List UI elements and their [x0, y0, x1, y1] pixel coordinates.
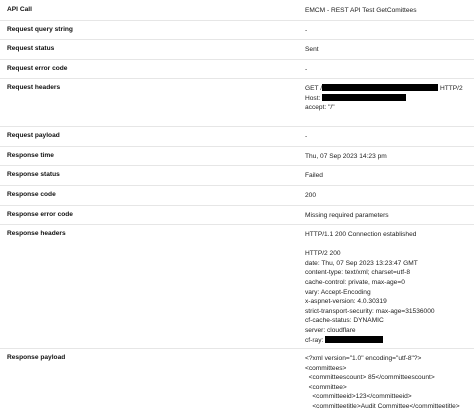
row-response-payload — [0, 348, 474, 412]
value-request-query-string: - — [305, 27, 308, 34]
row-api-call — [0, 0, 474, 21]
value-response-headers — [305, 230, 435, 345]
label-response-payload: Response payload — [7, 354, 66, 361]
label-request-error-code: Request error code — [7, 65, 68, 72]
request-accept-header: accept: "/" — [305, 104, 335, 112]
response-header-line: content-type: text/xml; charset=utf-8 — [305, 269, 410, 277]
row-request-payload — [0, 126, 474, 147]
response-header-line: date: Thu, 07 Sep 2023 13:23:47 GMT — [305, 259, 418, 267]
request-get-suffix: HTTP/2 — [439, 85, 463, 92]
row-response-time — [0, 146, 474, 166]
row-request-status — [0, 39, 474, 60]
label-request-headers: Request headers — [7, 84, 61, 91]
value-request-headers — [305, 84, 463, 113]
response-header-line: cf-cache-status: DYNAMIC — [305, 317, 384, 325]
response-header-line: HTTP/1.1 200 Connection established — [305, 231, 417, 238]
label-request-payload: Request payload — [7, 132, 60, 139]
response-header-line: cache-control: private, max-age=0 — [305, 278, 405, 286]
label-request-query-string: Request query string — [7, 26, 73, 33]
response-header-line: HTTP/2 200 — [305, 250, 341, 258]
response-header-line: x-aspnet-version: 4.0.30319 — [305, 298, 387, 306]
request-get-prefix: GET / — [305, 85, 323, 92]
value-response-code: 200 — [305, 192, 317, 199]
redacted-cf-ray — [325, 336, 383, 343]
response-payload-line: <?xml version="1.0" encoding="utf-8"?> — [305, 355, 422, 362]
response-payload-line: <committee> — [305, 383, 347, 391]
value-response-status: Failed — [305, 172, 323, 179]
row-response-code — [0, 185, 474, 206]
label-request-status: Request status — [7, 45, 55, 52]
response-header-blank-line — [305, 240, 435, 250]
label-response-headers: Response headers — [7, 230, 66, 237]
request-host-prefix: Host: — [305, 94, 321, 102]
value-request-payload: - — [305, 133, 308, 140]
row-request-headers — [0, 78, 474, 127]
response-header-line: vary: Accept-Encoding — [305, 288, 371, 296]
value-api-call: EMCM - REST API Test GetComittees — [305, 7, 417, 14]
row-response-headers — [0, 224, 474, 349]
row-request-query-string — [0, 20, 474, 40]
label-response-time: Response time — [7, 152, 54, 159]
value-response-error-code: Missing required parameters — [305, 212, 389, 219]
label-response-status: Response status — [7, 171, 60, 178]
label-api-call: API Call — [7, 6, 32, 13]
row-request-error-code — [0, 59, 474, 79]
value-request-status: Sent — [305, 46, 319, 53]
label-response-error-code: Response error code — [7, 211, 73, 218]
response-payload-line: <committees> — [305, 364, 347, 372]
response-cf-ray-prefix: cf-ray: — [305, 336, 324, 344]
redacted-path — [322, 84, 438, 91]
response-payload-line: <committeetitle>Audit Committee</committeetitle> — [305, 402, 460, 410]
redacted-host — [322, 94, 406, 101]
label-response-code: Response code — [7, 191, 56, 198]
response-payload-line: <committeescount> 85</committeescount> — [305, 374, 435, 382]
value-response-time: Thu, 07 Sep 2023 14:23 pm — [305, 153, 387, 160]
response-payload-line: <committeeid>123</committeeid> — [305, 393, 412, 401]
value-request-error-code: - — [305, 66, 308, 73]
row-response-error-code — [0, 205, 474, 225]
response-header-line: server: cloudflare — [305, 326, 356, 334]
row-response-status — [0, 165, 474, 186]
response-header-line: strict-transport-security: max-age=31536000 — [305, 307, 435, 315]
value-response-payload — [305, 354, 460, 412]
